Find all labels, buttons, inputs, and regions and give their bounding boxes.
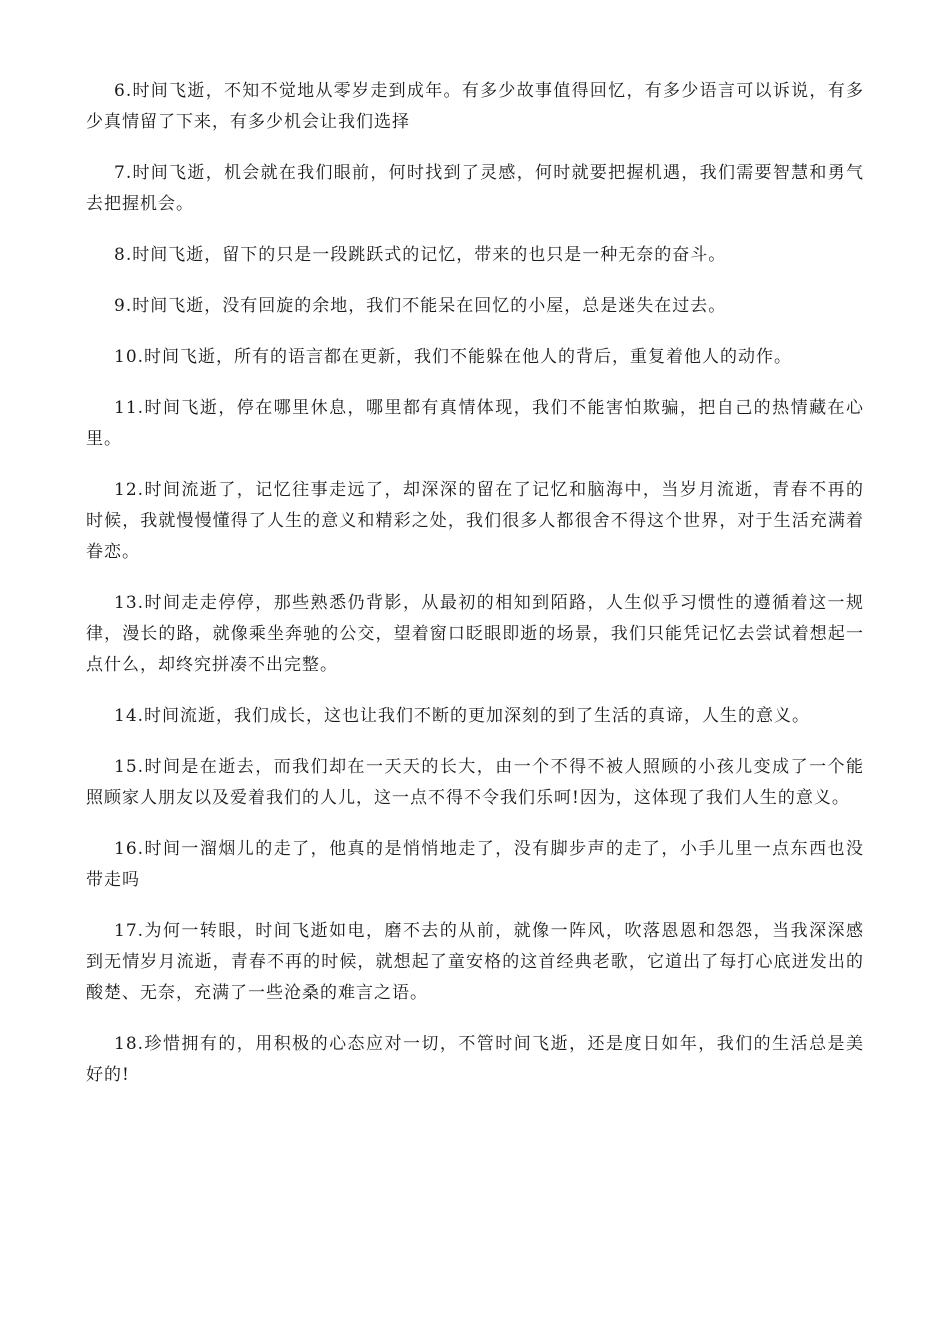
paragraph-8: 8.时间飞逝，留下的只是一段跳跃式的记忆，带来的也只是一种无奈的奋斗。 <box>114 245 727 265</box>
paragraph-17: 17.为何一转眼，时间飞逝如电，磨不去的从前，就像一阵风，吹落恩恩和怨怨，当我深深感到无情岁月流逝，青春不再的时候，就想起了童安格的这首经典老歌，它道出了每打心底迸发出的酸楚、无奈，充满了一些沧桑的难言之语。 <box>86 921 864 1003</box>
paragraph-14: 14.时间流逝，我们成长，这也让我们不断的更加深刻的到了生活的真谛，人生的意义。 <box>114 706 811 726</box>
paragraph-6: 6.时间飞逝，不知不觉地从零岁走到成年。有多少故事值得回忆，有多少语言可以诉说，有多少真情留了下来，有多少机会让我们选择 <box>86 81 864 132</box>
paragraph-11: 11.时间飞逝，停在哪里休息，哪里都有真情体现，我们不能害怕欺骗，把自己的热情藏在心里。 <box>86 398 864 449</box>
paragraph-13: 13.时间走走停停，那些熟悉仍背影，从最初的相知到陌路，人生似乎习惯性的遵循着这一规律，漫长的路，就像乘坐奔驰的公交，望着窗口眨眼即逝的场景，我们只能凭记忆去尝试着想起一点什么，却终究拼凑不出完整。 <box>86 593 864 675</box>
paragraph-16: 16.时间一溜烟儿的走了，他真的是悄悄地走了，没有脚步声的走了，小手儿里一点东西也没带走吗 <box>86 839 864 890</box>
paragraph-10: 10.时间飞逝，所有的语言都在更新，我们不能躲在他人的背后，重复着他人的动作。 <box>114 347 793 367</box>
paragraph-7: 7.时间飞逝，机会就在我们眼前，何时找到了灵感，何时就要把握机遇，我们需要智慧和勇气去把握机会。 <box>86 163 864 214</box>
paragraph-15: 15.时间是在逝去，而我们却在一天天的长大，由一个不得不被人照顾的小孩儿变成了一个能照顾家人朋友以及爱着我们的人儿，这一点不得不令我们乐呵!因为，这体现了我们人生的意义。 <box>86 757 864 808</box>
paragraph-12: 12.时间流逝了，记忆往事走远了，却深深的留在了记忆和脑海中，当岁月流逝，青春不再的时候，我就慢慢懂得了人生的意义和精彩之处，我们很多人都很舍不得这个世界，对于生活充满着眷恋。 <box>86 480 864 562</box>
paragraph-18: 18.珍惜拥有的，用积极的心态应对一切，不管时间飞逝，还是度日如年，我们的生活总是美好的! <box>86 1034 864 1085</box>
paragraph-9: 9.时间飞逝，没有回旋的余地，我们不能呆在回忆的小屋，总是迷失在过去。 <box>114 296 727 316</box>
